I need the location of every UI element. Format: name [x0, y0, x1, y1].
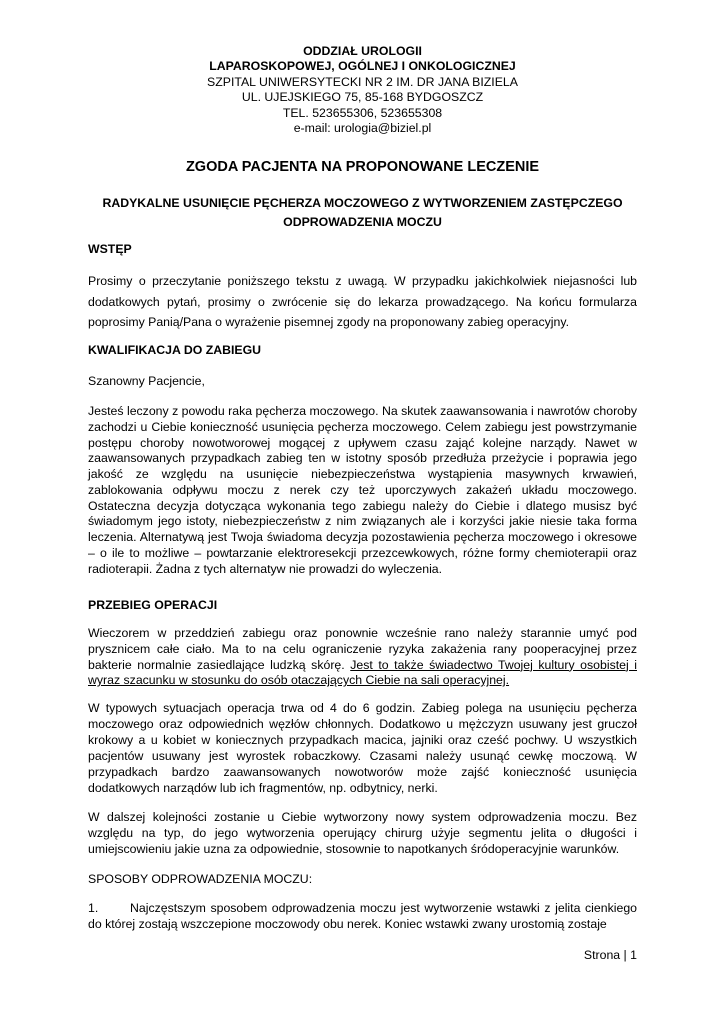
method-item-1-text: Najczęstszym sposobem odprowadzenia moczu jest wytworzenie wstawki z jelita cienkiego do której zostają wszczepione moczowody obu nerek. Koniec wstawki zwany urostomią zostaje	[88, 901, 637, 931]
hospital-name: SZPITAL UNIWERSYTECKI NR 2 IM. DR JANA BIZIELA	[207, 74, 518, 89]
section-heading-qualification: KWALIFIKACJA DO ZABIEGU	[88, 343, 262, 357]
operation-paragraph-3: W dalszej kolejności zostanie u Ciebie wytworzony nowy system odprowadzenia moczu. Bez względu na typ, do jego wytworzenia operujący chirurg użyje segmentu jelita o długości i umiejscowieniu jakie uzna za odpowiednie, stosownie to napotkanych śródoperacyjnie warunków.	[88, 810, 637, 856]
section-heading-operation: PRZEBIEG OPERACJI	[88, 598, 218, 612]
operation-paragraph-1	[88, 626, 637, 689]
document-subtitle: RADYKALNE USUNIĘCIE PĘCHERZA MOCZOWEGO Z WYTWORZENIEM ZASTĘPCZEGO ODPROWADZENIA MOCZU	[102, 196, 623, 229]
hospital-phone: TEL. 523655306, 523655308	[282, 105, 443, 120]
hospital-address: UL. UJEJSKIEGO 75, 85-168 BYDGOSZCZ	[241, 90, 484, 105]
greeting: Szanowny Pacjencie,	[88, 374, 205, 388]
document-title: ZGODA PACJENTA NA PROPONOWANE LECZENIE	[185, 159, 540, 175]
operation-paragraph-2: W typowych sytuacjach operacja trwa od 4 do 6 godzin. Zabieg polega na usunięciu pęcherza moczowego oraz odpowiednich węzłów chłonnych. Dodatkowo u mężczyzn usuwany jest gruczoł krokowy a u kobiet w koniecznych przypadkach macica, jajniki oraz cześć pochwy. U wszystkich pacjentów usuwany jest wyrostek robaczkowy. Czasami należy usunąć cewkę moczową. W przypadkach bardzo zaawansowanych nowotworów może zajść konieczność usunięcia dodatkowych narządów lub ich fragmentów, np. odbytnicy, nerki.	[88, 701, 637, 795]
methods-heading: SPOSOBY ODPROWADZENIA MOCZU:	[88, 872, 313, 886]
operation-paragraph-1-text: Wieczorem w przeddzień zabiegu oraz ponownie wcześnie rano należy starannie umyć pod prysznicem całe ciało. Ma to na celu ograniczenie ryzyka zakażenia rany pooperacyjnej przez bakterie normalnie zasiedlające ludzką skórę.	[88, 626, 637, 672]
section-heading-intro: WSTĘP	[88, 242, 132, 256]
letterhead	[88, 44, 637, 136]
method-item-1	[88, 901, 637, 933]
hospital-email: e-mail: urologia@biziel.pl	[293, 121, 432, 136]
department-subname: LAPAROSKOPOWEJ, OGÓLNEJ I ONKOLOGICZNEJ	[209, 59, 516, 74]
intro-paragraph: Prosimy o przeczytanie poniższego tekstu z uwagą. W przypadku jakichkolwiek niejasności lub dodatkowych pytań, prosimy o zwrócenie się do lekarza prowadzącego. Na końcu formularza poprosimy Panią/Pana o wyrażenie pisemnej zgody na proponowany zabieg operacyjny.	[88, 274, 637, 329]
page-number: Strona | 1	[583, 948, 637, 962]
operation-paragraph-1-underlined: Jest to także świadectwo Twojej kultury osobistej i wyraz szacunku w stosunku do osób otaczających Ciebie na sali operacyjnej.	[88, 657, 637, 688]
method-item-1-number: 1.	[88, 901, 99, 915]
department-name: ODDZIAŁ UROLOGII	[303, 44, 422, 58]
qualification-paragraph: Jesteś leczony z powodu raka pęcherza moczowego. Na skutek zaawansowania i nawrotów choroby zachodzi u Ciebie konieczność usunięcia pęcherza moczowego. Celem zabiegu jest powstrzymanie postępu choroby nowotworowej mogącej z upływem czasu zająć kolejne narządy. Nawet w zaawansowanych przypadkach zabieg ten w istotny sposób przedłuża przeżycie i poprawia jego jakość ze względu na usunięcie niebezpieczeństwa wystąpienia masywnych krwawień, zablokowania odpływu moczu z nerek czy też uporczywych zakażeń układu moczowego. Ostateczna decyzja dotycząca wykonania tego zabiegu należy do Ciebie i dlatego musisz być świadomym jego istoty, niebezpieczeństw z nim związanych ale i korzyści jakie niesie taka forma leczenia. Alternatywą jest Twoja świadoma decyzja pozostawienia pęcherza moczowego i okresowe – o ile to możliwe – powtarzanie elektroresekcji przezcewkowych, różne formy chemioterapii oraz radioterapii. Żadna z tych alternatyw nie prowadzi do wyleczenia.	[88, 404, 637, 576]
